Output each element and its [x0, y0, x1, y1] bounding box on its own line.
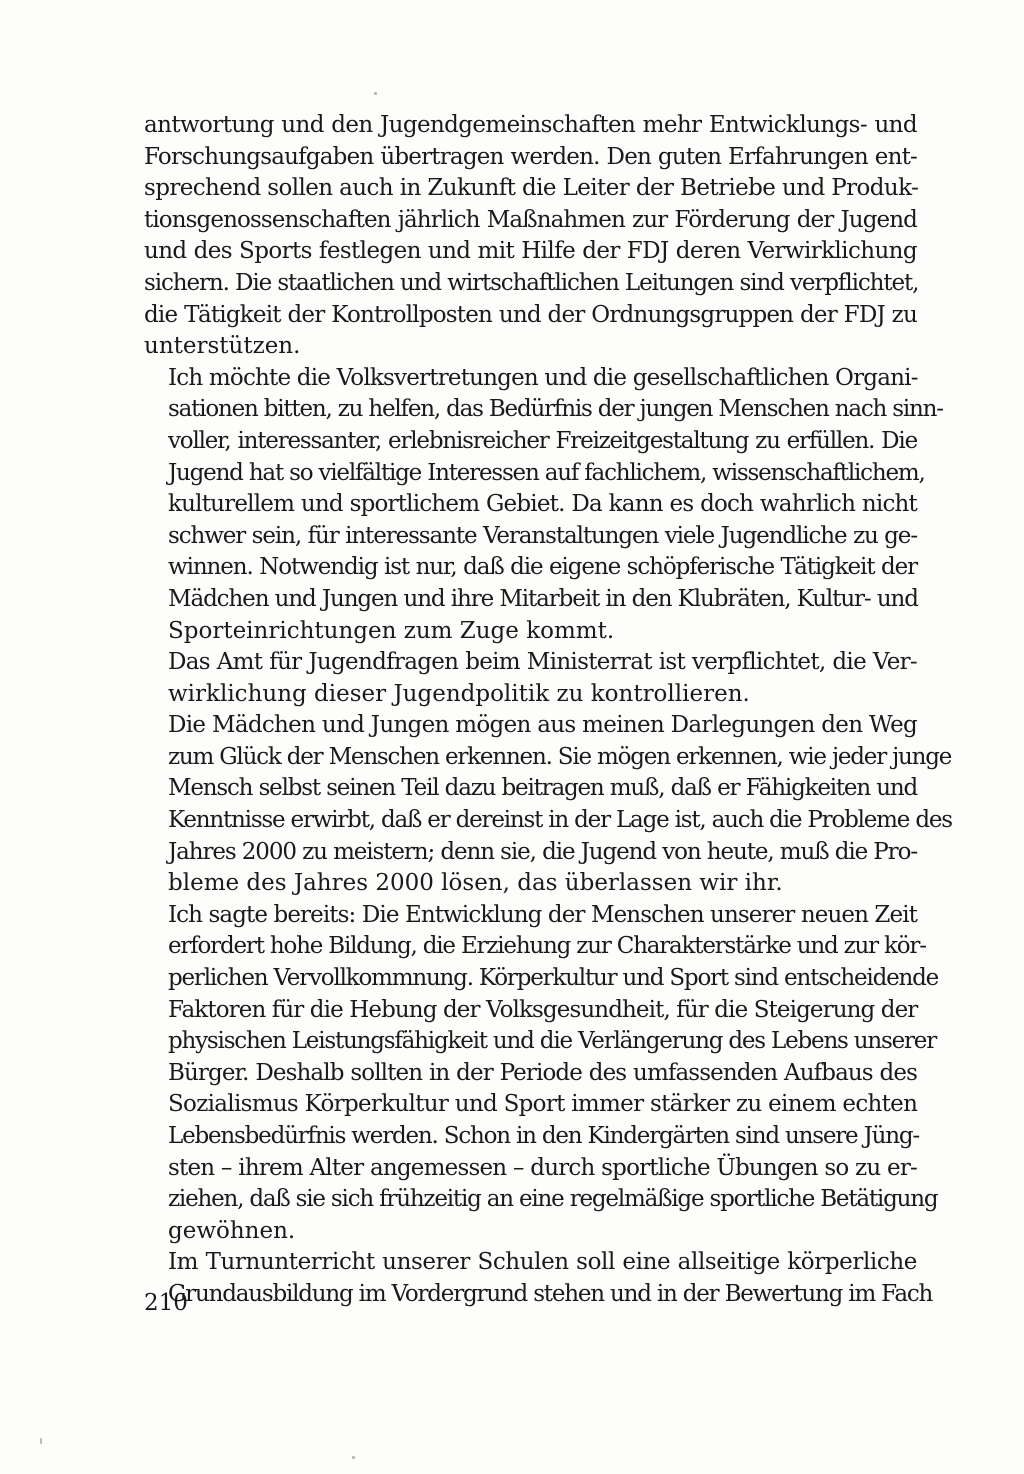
text-line: Forschungsaufgaben übertragen werden. Den guten Erfahrungen ent-	[144, 143, 917, 170]
scan-speck	[374, 92, 377, 95]
paragraph	[144, 1247, 933, 1310]
text-line: sichern. Die staatlichen und wirtschaftlichen Leitungen sind verpflichtet,	[144, 269, 919, 296]
text-line: unterstützen.	[144, 333, 301, 360]
text-line: Ich möchte die Volksvertretungen und die gesellschaftlichen Organi-	[168, 364, 918, 391]
body-text	[144, 110, 952, 1311]
text-line: sprechend sollen auch in Zukunft die Leiter der Betriebe und Produk-	[144, 175, 919, 202]
scan-speck	[352, 1456, 355, 1459]
text-line: schwer sein, für interessante Veranstaltungen viele Jugendliche zu ge-	[168, 522, 917, 549]
text-line: Mensch selbst seinen Teil dazu beitragen muß, daß er Fähigkeiten und	[168, 775, 917, 802]
text-line: Sporteinrichtungen zum Zuge kommt.	[168, 617, 615, 644]
paragraph	[144, 710, 952, 900]
paragraph	[144, 110, 917, 363]
paragraph	[144, 363, 943, 647]
scan-speck	[40, 1438, 42, 1444]
text-line: Im Turnunterricht unserer Schulen soll eine allseitige körperliche	[168, 1249, 917, 1276]
text-line: Jahres 2000 zu meistern; denn sie, die Jugend von heute, muß die Pro-	[168, 838, 917, 865]
text-line: sationen bitten, zu helfen, das Bedürfnis der jungen Menschen nach sinn-	[168, 396, 943, 423]
text-line: zum Glück der Menschen erkennen. Sie mögen erkennen, wie jeder junge	[168, 743, 952, 770]
text-line: voller, interessanter, erlebnisreicher Freizeitgestaltung zu erfüllen. Die	[168, 427, 917, 454]
text-line: kulturellem und sportlichem Gebiet. Da kann es doch wahrlich nicht	[168, 491, 917, 518]
text-line: Grundausbildung im Vordergrund stehen und in der Bewertung im Fach	[168, 1280, 933, 1307]
text-line: Sozialismus Körperkultur und Sport immer stärker zu einem echten	[168, 1091, 918, 1118]
text-line: die Tätigkeit der Kontrollposten und der Ordnungsgruppen der FDJ zu	[144, 301, 917, 328]
text-line: Jugend hat so vielfältige Interessen auf fachlichem, wissenschaftlichem,	[168, 459, 925, 486]
page-number: 210	[144, 1290, 188, 1316]
text-line: Die Mädchen und Jungen mögen aus meinen Darlegungen den Weg	[168, 712, 917, 739]
text-line: gewöhnen.	[168, 1217, 296, 1244]
paragraph	[144, 900, 939, 1248]
text-line: antwortung und den Jugendgemeinschaften mehr Entwicklungs- und	[144, 112, 917, 138]
text-line: sten – ihrem Alter angemessen – durch sportliche Übungen so zu er-	[168, 1154, 917, 1181]
text-line: wirklichung dieser Jugendpolitik zu kontrollieren.	[168, 680, 750, 707]
text-line: perlichen Vervollkommnung. Körperkultur und Sport sind entscheidende	[168, 965, 939, 992]
text-line: winnen. Notwendig ist nur, daß die eigene schöpferische Tätigkeit der	[168, 554, 917, 581]
text-line: Das Amt für Jugendfragen beim Ministerrat ist verpflichtet, die Ver-	[168, 649, 917, 676]
text-line: tionsgenossenschaften jährlich Maßnahmen zur Förderung der Jugend	[144, 206, 917, 233]
text-line: ziehen, daß sie sich frühzeitig an eine regelmäßige sportliche Betätigung	[168, 1186, 938, 1213]
text-line: Bürger. Deshalb sollten in der Periode des umfassenden Aufbaus des	[168, 1059, 917, 1086]
text-line: bleme des Jahres 2000 lösen, das überlassen wir ihr.	[168, 870, 783, 897]
text-line: Kenntnisse erwirbt, daß er dereinst in der Lage ist, auch die Probleme des	[168, 807, 952, 834]
text-line: Lebensbedürfnis werden. Schon in den Kindergärten sind unsere Jüng-	[168, 1123, 919, 1149]
text-line: physischen Leistungsfähigkeit und die Verlängerung des Lebens unserer	[168, 1028, 937, 1055]
text-line: und des Sports festlegen und mit Hilfe der FDJ deren Verwirklichung	[144, 238, 917, 265]
text-line: Mädchen und Jungen und ihre Mitarbeit in den Klubräten, Kultur- und	[168, 585, 918, 612]
paragraph	[144, 647, 917, 710]
text-line: erfordert hohe Bildung, die Erziehung zur Charakterstärke und zur kör-	[168, 933, 926, 960]
text-line: Faktoren für die Hebung der Volksgesundheit, für die Steigerung der	[168, 996, 918, 1023]
text-line: Ich sagte bereits: Die Entwicklung der Menschen unserer neuen Zeit	[168, 901, 917, 928]
